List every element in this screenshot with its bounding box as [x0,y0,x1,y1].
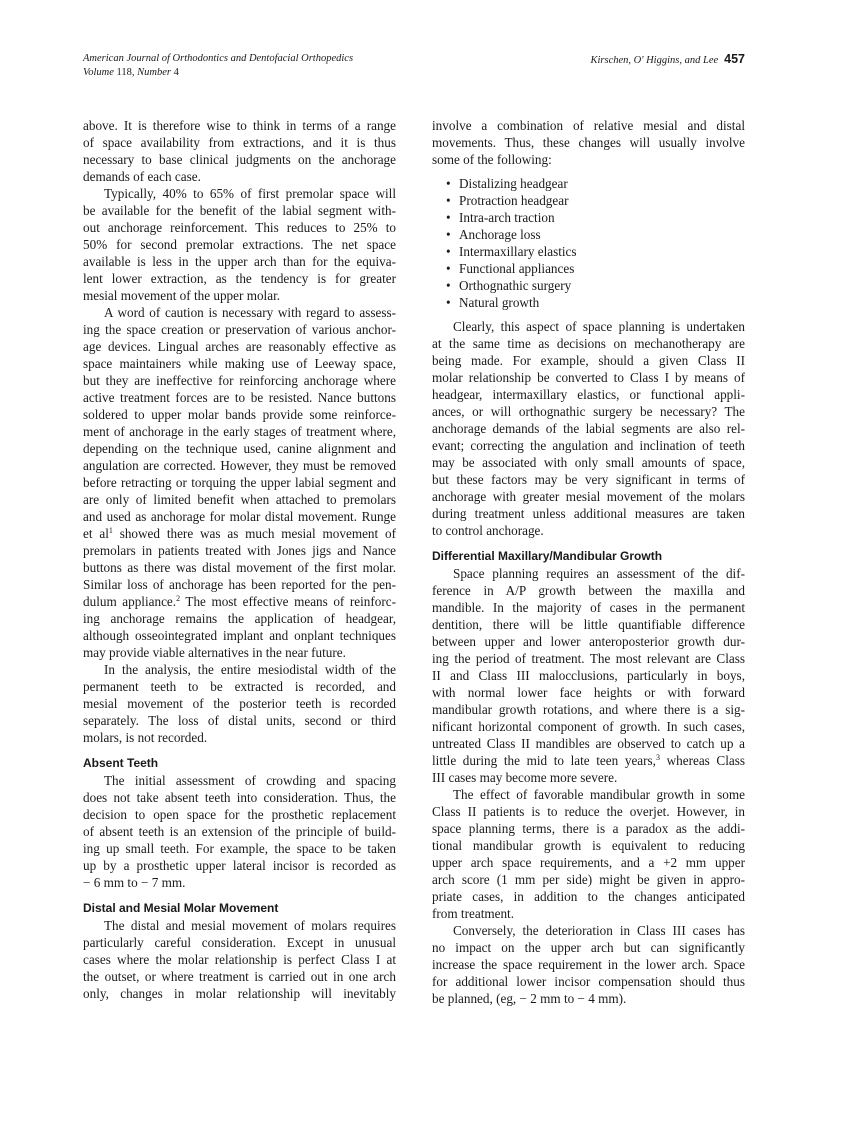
paragraph: Typically, 40% to 65% of first premolar space will be available for the benefit of the labial segment with- out anchorage reinforcement. This reduces to 25% to 50% for second premolar extractions. The net space available is less in the upper arch than for the equiva- lent lower extraction, as the tendency is for greater mesial movement of the upper molar. [83,186,396,303]
bullet-icon: • [446,227,451,242]
bullet-icon: • [446,210,451,225]
author-page-info [590,52,745,68]
paragraph: above. It is therefore wise to think in terms of a range of space availability from extractions, and it is thus necessary to base clinical judgments on the anchorage demands of each case. [83,118,396,184]
paragraph: Conversely, the deterioration in Class III cases has no impact on the upper arch but can significantly increase the space requirement in the lower arch. Space for additional lower incisor compensation should thus be planned, (eg, − 2 mm to − 4 mm). [432,923,745,1006]
bullet-list [432,175,745,311]
bullet-icon: • [446,295,451,310]
bullet-icon: • [446,193,451,208]
paragraph: In the analysis, the entire mesiodistal width of the permanent teeth to be extracted is recorded, and mesial movement of the posterior teeth is recorded separately. The loss of distal units, second or third molars, is not recorded. [83,662,396,745]
right-column [432,117,745,1007]
page-number: 457 [724,52,745,66]
paragraph: A word of caution is necessary with regard to assess- ing the space creation or preservation of various anchor- age devices. Lingual arches are reasonably effective as space maintainers while making use of Leeway space, but they are ineffective for reinforcing anchorage where active treatment forces are to be resisted. Nance buttons soldered to upper molar bands provide some reinforce- ment of anchorage in the early stages of treatment where, depending on the technique used, canine alignment and angulation are corrected. However, they must be removed before retracting or torquing the upper labial segment and are only of limited benefit when attached to premolars and used as anchorage for molar distal movement. Runge et $al^1$ showed there was as much mesial movement of premolars in patients treated with Jones jigs and Nance buttons as there was distal movement of the first molar. Similar loss of anchorage has been reported for the pen- dulum appliance.$^2$ The most effective means of reinforc- ing anchorage remains the application of headgear, although osseointegrated implant and onplant techniques may provide viable alternatives in the near future. [83,305,397,660]
paragraph: Space planning requires an assessment of the dif- ference in A/P growth between the maxilla and mandible. In the majority of cases in the permanent dentition, there will be little quantifiable difference between upper and lower anteroposterior growth dur- ing the period of treatment. The most relevant are Class II and Class III malocclusions, particularly in boys, with normal lower face heights or with forward mandibular growth rotations, and where there is a sig- nificant horizontal component of growth. In such cases, untreated Class II mandibles are observed to catch up a little during the mid to late teen years,$^3$ whereas Class III cases may become more severe. [432,566,746,785]
list-item: • Anchorage loss [446,227,541,242]
list-item: • Natural growth [446,295,540,310]
list-item: • Distalizing headgear [446,176,568,191]
bullet-icon: • [446,176,451,191]
section-heading-differential-growth: Differential Maxillary/Mandibular Growth [432,549,663,563]
section-heading-absent-teeth: Absent Teeth [83,756,159,770]
left-column [83,117,396,1002]
citation-ref: 1 [108,526,113,535]
list-item: • Functional appliances [446,261,575,276]
bullet-icon: • [446,261,451,276]
citation-ref: 2 [176,594,181,603]
paragraph: The initial assessment of crowding and spacing does not take absent teeth into consideration. Thus, the decision to open space for the prosthetic replacement of absent teeth is an extension of the principle of build- ing up small teeth. For example, the space to be taken up by a prosthetic upper lateral incisor is recorded as − 6 mm to − 7 mm. [83,773,396,890]
section-heading-molar-movement: Distal and Mesial Molar Movement [83,901,279,915]
citation-ref: 3 [655,753,660,762]
bullet-icon: • [446,278,451,293]
list-item: • Intra-arch traction [446,210,555,225]
journal-citation [83,52,353,80]
paragraph: Clearly, this aspect of space planning is undertaken at the same time as decisions on mechanotherapy are being made. For example, should a given Class II molar relationship be converted to Class I by means of headgear, intermaxillary elastics, or functional appli- ances, or will orthognathic surgery be necessary? The anchorage demands of the labial segments are also rel- evant; correcting the angulation and inclination of teeth may be associated with only small amounts of space, but these factors may be very significant in terms of anchorage with greater mesial movement of the molars during treatment unless additional measures are taken to control anchorage. [432,319,745,538]
volume-issue: Volume 118, Number 4 [83,67,179,78]
list-item: • Intermaxillary elastics [446,244,577,259]
bullet-icon: • [446,244,451,259]
paragraph: The effect of favorable mandibular growth in some Class II patients is to reduce the overjet. However, in space planning terms, there is a paradox as the addi- tional mandibular growth is equivalent to reducing upper arch space requirements, and a +2 mm upper arch score (1 mm per side) might be given in appro- priate cases, in addition to the changes anticipated from treatment. [432,787,745,921]
journal-title: American Journal of Orthodontics and Dentofacial Orthopedics [83,53,354,64]
authors: Kirschen, O' Higgins, and Lee [590,55,719,66]
paragraph: involve a combination of relative mesial and distal movements. Thus, these changes will usually involve some of the following: [432,118,745,167]
list-item: • Orthognathic surgery [446,278,572,293]
list-item: • Protraction headgear [446,193,569,208]
paragraph: The distal and mesial movement of molars requires particularly careful consideration. Except in unusual cases where the molar relationship is perfect Class I at the outset, or where treatment is carried out in one arch only, changes in molar relationship will inevitably [83,918,396,1001]
